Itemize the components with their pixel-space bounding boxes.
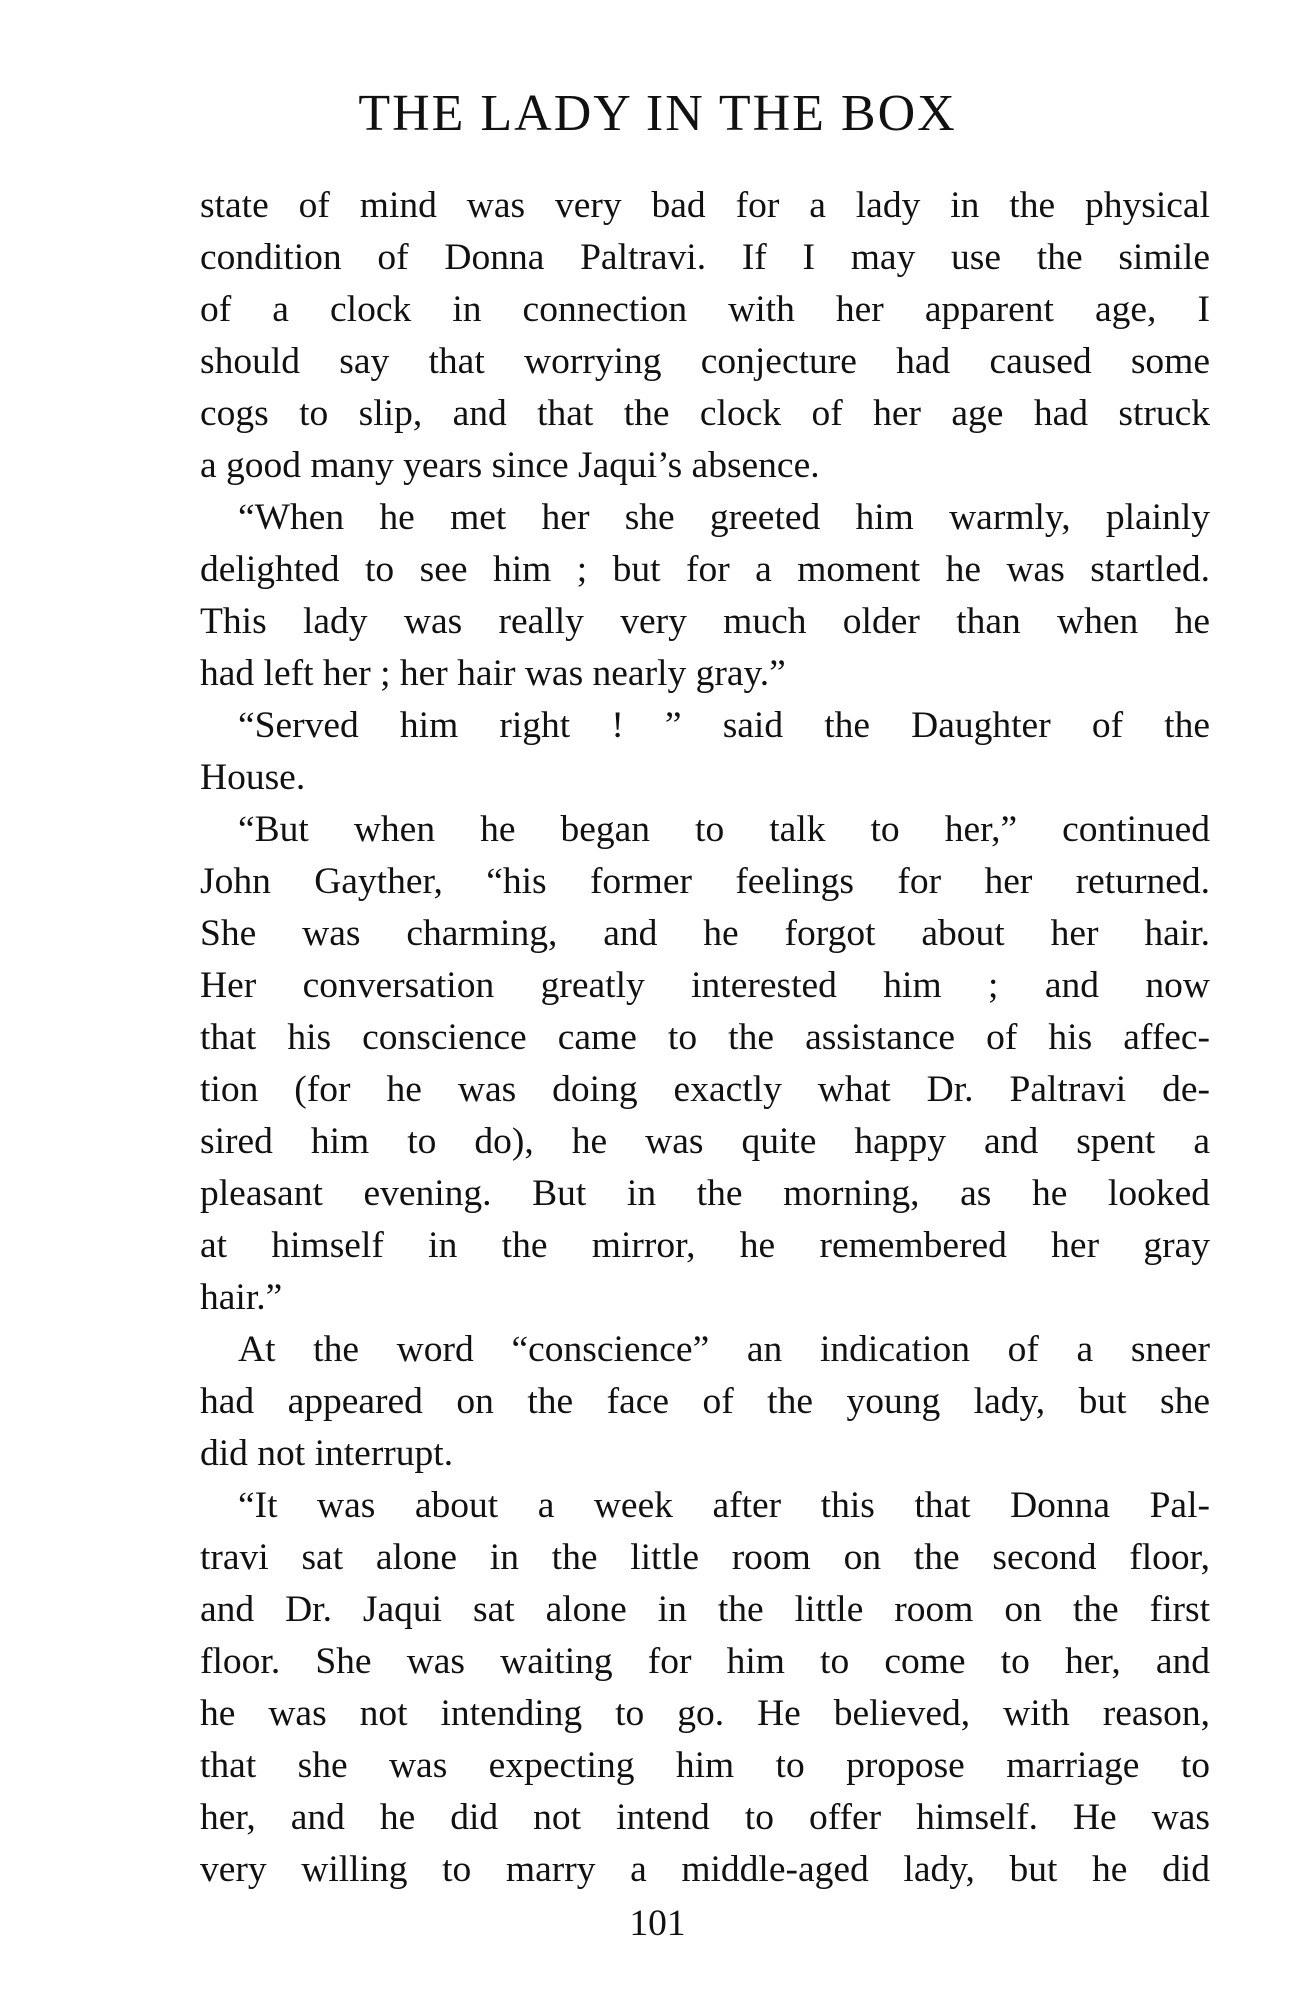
text-line: floor. She was waiting for him to come to her, and	[200, 1641, 1210, 1682]
text-line: state of mind was very bad for a lady in the physical	[200, 185, 1210, 226]
text-line: very willing to marry a middle-aged lady, but he did	[200, 1849, 1210, 1890]
text-line: This lady was really very much older than when he	[200, 601, 1210, 642]
text-line: her, and he did not intend to offer himself. He was	[200, 1797, 1210, 1838]
text-line: that his conscience came to the assistance of his affec-	[200, 1017, 1210, 1058]
text-line: John Gayther, “his former feelings for her returned.	[200, 861, 1210, 902]
text-line: and Dr. Jaqui sat alone in the little room on the first	[200, 1589, 1210, 1630]
text-line: “It was about a week after this that Donna Pal-	[238, 1485, 1210, 1526]
text-line: House.	[200, 757, 306, 798]
text-line: travi sat alone in the little room on the second floor,	[200, 1537, 1210, 1578]
text-line: that she was expecting him to propose marriage to	[200, 1745, 1210, 1786]
text-line: condition of Donna Paltravi. If I may use the simile	[200, 237, 1210, 278]
text-line: delighted to see him ; but for a moment he was startled.	[200, 549, 1210, 590]
text-line: had left her ; her hair was nearly gray.”	[200, 653, 786, 694]
text-line: She was charming, and he forgot about her hair.	[200, 913, 1210, 954]
text-line: “Served him right ! ” said the Daughter of the	[238, 705, 1210, 746]
text-line: tion (for he was doing exactly what Dr. Paltravi de-	[200, 1069, 1210, 1110]
text-line: of a clock in connection with her apparent age, I	[200, 289, 1210, 330]
text-line: should say that worrying conjecture had caused some	[200, 341, 1210, 382]
text-line: hair.”	[200, 1277, 283, 1318]
text-line: had appeared on the face of the young lady, but she	[200, 1381, 1210, 1422]
text-line: Her conversation greatly interested him ; and now	[200, 965, 1210, 1006]
text-line: did not interrupt.	[200, 1433, 454, 1474]
text-line: cogs to slip, and that the clock of her age had struck	[200, 393, 1210, 434]
text-line: “But when he began to talk to her,” continued	[238, 809, 1210, 850]
text-line: pleasant evening. But in the morning, as he looked	[200, 1173, 1210, 1214]
text-line: a good many years since Jaqui’s absence.	[200, 445, 820, 486]
text-line: At the word “conscience” an indication of a sneer	[238, 1329, 1210, 1370]
body-text	[200, 180, 1210, 1896]
text-line: “When he met her she greeted him warmly, plainly	[238, 497, 1210, 538]
text-line: at himself in the mirror, he remembered her gray	[200, 1225, 1210, 1266]
running-head: THE LADY IN THE BOX	[358, 85, 957, 142]
text-line: sired him to do), he was quite happy and spent a	[200, 1121, 1210, 1162]
page-number: 101	[629, 1903, 686, 1944]
text-line: he was not intending to go. He believed, with reason,	[200, 1693, 1210, 1734]
